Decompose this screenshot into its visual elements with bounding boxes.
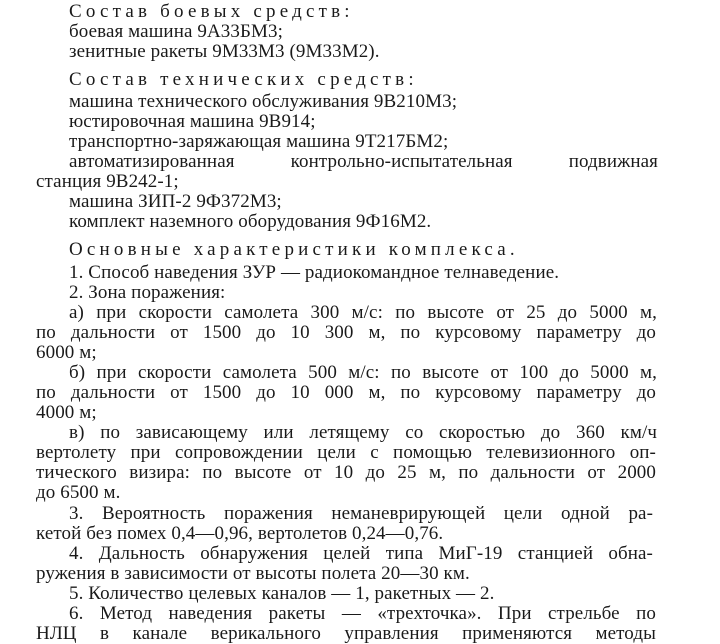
characteristics-line: 4000 м;	[36, 402, 97, 423]
characteristics-line: 1. Способ наведения ЗУР — радиокомандное телнаведение.	[69, 262, 560, 283]
characteristics-line: ружения в зависимости от высоты полета 20—30 км.	[36, 563, 470, 584]
combat-heading: Состав боевых средств:	[69, 1, 354, 22]
combat-item: зенитные ракеты 9М33М3 (9М33М2).	[69, 41, 380, 62]
characteristics-line: до 6500 м.	[36, 482, 121, 503]
characteristics-line: в) по зависающему или летящему со скоростью до 360 км/ч	[69, 422, 657, 443]
characteristics-line: по дальности от 1500 до 10 000 м, по курсовому параметру до	[36, 382, 656, 403]
technical-item: комплект наземного оборудования 9Ф16М2.	[69, 211, 432, 232]
characteristics-line: вертолету при сопровождении цели с помощью телевизионного оп-	[36, 442, 656, 463]
combat-item: боевая машина 9А33БМ3;	[69, 21, 283, 42]
technical-heading: Состав технических средств:	[69, 69, 418, 90]
characteristics-line: тического визира: по высоте от 10 до 25 м, по дальности от 2000	[36, 462, 656, 483]
characteristics-line: 2. Зона поражения:	[69, 282, 226, 303]
characteristics-line: 5. Количество целевых каналов — 1, ракетных — 2.	[69, 583, 495, 604]
technical-item: юстировочная машина 9В914;	[69, 111, 316, 132]
characteristics-line: 6. Метод наведения ракеты — «трехточка». При стрельбе по	[69, 603, 656, 624]
technical-item: машина ЗИП-2 9Ф372М3;	[69, 191, 282, 212]
characteristics-line: кетой без помех 0,4—0,96, вертолетов 0,24—0,76.	[36, 523, 444, 544]
characteristics-line: по дальности от 1500 до 10 300 м, по курсовому параметру до	[36, 322, 656, 343]
characteristics-line: 6000 м;	[36, 342, 97, 363]
characteristics-heading: Основные характеристики комплекса.	[69, 239, 519, 260]
characteristics-line: 4. Дальность обнаружения целей типа МиГ-19 станцией обна-	[69, 543, 653, 564]
technical-item: станция 9В242-1;	[36, 171, 179, 192]
characteristics-line: а) при скорости самолета 300 м/с: по высоте от 25 до 5000 м,	[69, 302, 657, 323]
characteristics-line: НЛЦ в канале верикального управления применяются методы	[36, 623, 656, 644]
technical-item: машина технического обслуживания 9В210М3;	[69, 91, 458, 112]
technical-item: транспортно-заряжающая машина 9Т217БМ2;	[69, 131, 449, 152]
technical-item: автоматизированная контрольно-испытательная подвижная	[69, 151, 658, 172]
characteristics-line: 3. Вероятность поражения неманеврирующей цели одной ра-	[69, 503, 653, 524]
characteristics-line: б) при скорости самолета 500 м/с: по высоте от 100 до 5000 м,	[69, 362, 657, 383]
